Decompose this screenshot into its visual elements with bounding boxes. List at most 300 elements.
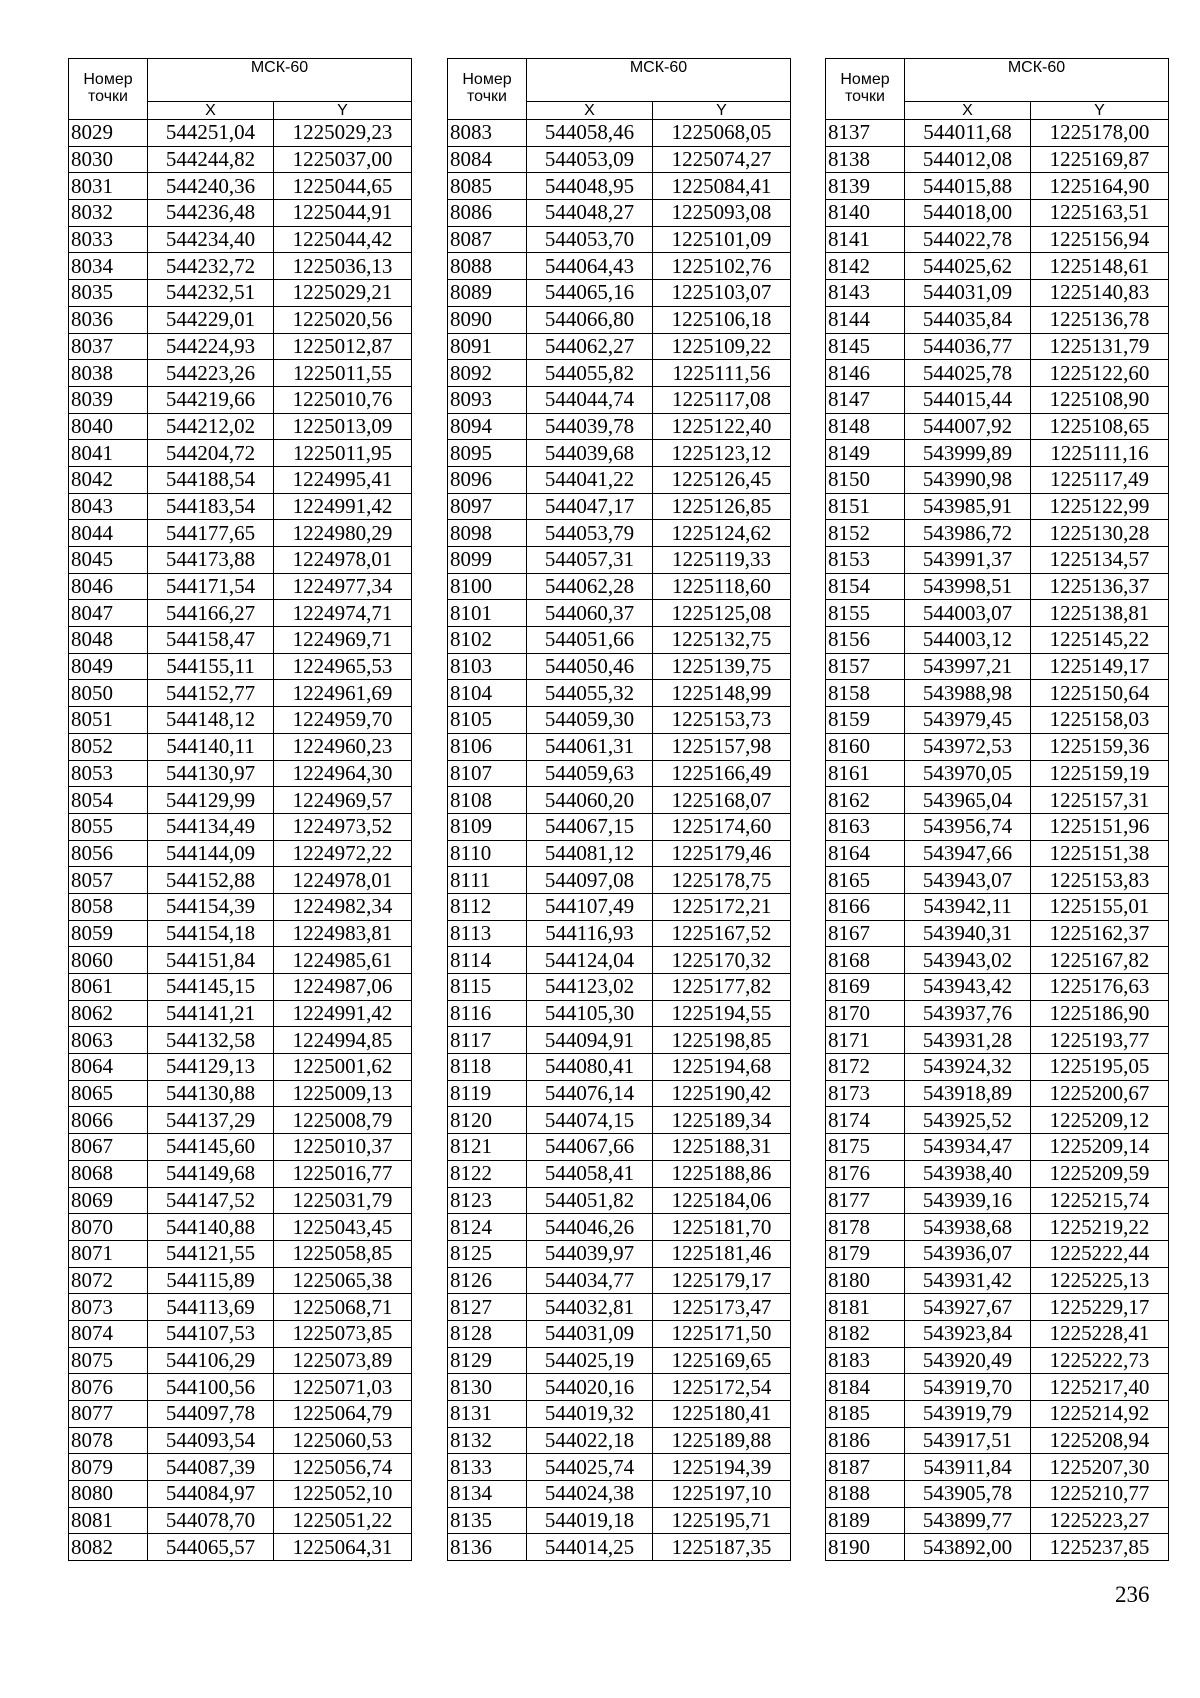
- y-coordinate-cell: 1225188,86: [653, 1160, 791, 1187]
- y-coordinate-cell: 1225074,27: [653, 146, 791, 173]
- y-coordinate-cell: 1225071,03: [274, 1374, 412, 1401]
- y-coordinate-cell: 1225111,56: [653, 360, 791, 387]
- point-number-cell: 8185: [826, 1401, 905, 1428]
- point-number-cell: 8128: [448, 1320, 527, 1347]
- x-coordinate-cell: 544053,70: [527, 226, 653, 253]
- table-row: [69, 733, 412, 760]
- y-coordinate-cell: 1225195,71: [653, 1507, 791, 1534]
- table-row: [69, 1374, 412, 1401]
- coordinates-table-2: [447, 58, 791, 1561]
- point-number-cell: 8079: [69, 1454, 148, 1481]
- x-coordinate-cell: 544059,30: [527, 707, 653, 734]
- y-coordinate-cell: 1225060,53: [274, 1427, 412, 1454]
- x-column-header: X: [148, 102, 274, 120]
- point-number-cell: 8050: [69, 680, 148, 707]
- table-row: [448, 680, 791, 707]
- y-coordinate-cell: 1225184,06: [653, 1187, 791, 1214]
- point-number-cell: 8133: [448, 1454, 527, 1481]
- x-coordinate-cell: 544130,97: [148, 760, 274, 787]
- y-coordinate-cell: 1225229,17: [1031, 1294, 1169, 1321]
- x-coordinate-cell: 544011,68: [905, 120, 1031, 147]
- y-coordinate-cell: 1224987,06: [274, 974, 412, 1001]
- y-coordinate-cell: 1225194,39: [653, 1454, 791, 1481]
- point-number-cell: 8151: [826, 493, 905, 520]
- point-number-header-line2: точки: [88, 88, 128, 105]
- table-row: [448, 600, 791, 627]
- table-row: [69, 1507, 412, 1534]
- table-row: [448, 226, 791, 253]
- point-number-cell: 8179: [826, 1240, 905, 1267]
- x-coordinate-cell: 544048,95: [527, 173, 653, 200]
- point-number-cell: 8170: [826, 1000, 905, 1027]
- point-number-cell: 8033: [69, 226, 148, 253]
- point-number-header-line1: Номер: [840, 71, 890, 88]
- y-coordinate-cell: 1225181,70: [653, 1214, 791, 1241]
- y-coordinate-cell: 1225172,54: [653, 1374, 791, 1401]
- y-coordinate-cell: 1224991,42: [274, 1000, 412, 1027]
- x-coordinate-cell: 543979,45: [905, 707, 1031, 734]
- table-row: [448, 466, 791, 493]
- x-coordinate-cell: 543965,04: [905, 787, 1031, 814]
- x-coordinate-cell: 544048,27: [527, 200, 653, 227]
- x-coordinate-cell: 544036,77: [905, 333, 1031, 360]
- table-row: [826, 1401, 1169, 1428]
- x-coordinate-cell: 543990,98: [905, 466, 1031, 493]
- table-row: [448, 1240, 791, 1267]
- table-row: [826, 386, 1169, 413]
- y-coordinate-cell: 1225058,85: [274, 1240, 412, 1267]
- point-number-cell: 8069: [69, 1187, 148, 1214]
- point-number-cell: 8109: [448, 813, 527, 840]
- table-row: [826, 1134, 1169, 1161]
- x-column-header: X: [905, 102, 1031, 120]
- y-coordinate-cell: 1225153,73: [653, 707, 791, 734]
- table-row: [69, 1214, 412, 1241]
- point-number-cell: 8117: [448, 1027, 527, 1054]
- y-coordinate-cell: 1225186,90: [1031, 1000, 1169, 1027]
- y-coordinate-cell: 1225126,45: [653, 466, 791, 493]
- x-coordinate-cell: 544019,32: [527, 1401, 653, 1428]
- y-coordinate-cell: 1225122,60: [1031, 360, 1169, 387]
- y-coordinate-cell: 1225222,73: [1031, 1347, 1169, 1374]
- table-row: [826, 1374, 1169, 1401]
- point-number-header: [448, 59, 527, 120]
- table-row: [448, 1134, 791, 1161]
- table-row: [69, 840, 412, 867]
- x-coordinate-cell: 544129,99: [148, 787, 274, 814]
- point-number-cell: 8072: [69, 1267, 148, 1294]
- x-coordinate-cell: 544084,97: [148, 1481, 274, 1508]
- table-row: [69, 1454, 412, 1481]
- point-number-cell: 8106: [448, 733, 527, 760]
- x-coordinate-cell: 544130,88: [148, 1080, 274, 1107]
- y-coordinate-cell: 1225159,19: [1031, 760, 1169, 787]
- x-coordinate-cell: 544032,81: [527, 1294, 653, 1321]
- table-row: [448, 893, 791, 920]
- table-row: [69, 466, 412, 493]
- x-coordinate-cell: 544062,27: [527, 333, 653, 360]
- point-number-cell: 8131: [448, 1401, 527, 1428]
- point-number-header-line1: Номер: [83, 71, 133, 88]
- point-number-cell: 8055: [69, 813, 148, 840]
- x-coordinate-cell: 543931,28: [905, 1027, 1031, 1054]
- point-number-cell: 8184: [826, 1374, 905, 1401]
- point-number-cell: 8078: [69, 1427, 148, 1454]
- point-number-cell: 8165: [826, 867, 905, 894]
- table-row: [448, 707, 791, 734]
- table-row: [826, 226, 1169, 253]
- table-row: [448, 1481, 791, 1508]
- table-row: [448, 333, 791, 360]
- table-row: [69, 547, 412, 574]
- point-number-cell: 8153: [826, 547, 905, 574]
- x-coordinate-cell: 544019,18: [527, 1507, 653, 1534]
- y-coordinate-cell: 1225103,07: [653, 280, 791, 307]
- table-row: [826, 1347, 1169, 1374]
- point-number-cell: 8176: [826, 1160, 905, 1187]
- x-coordinate-cell: 544105,30: [527, 1000, 653, 1027]
- x-coordinate-cell: 544113,69: [148, 1294, 274, 1321]
- y-coordinate-cell: 1224972,22: [274, 840, 412, 867]
- point-number-cell: 8119: [448, 1080, 527, 1107]
- point-number-cell: 8173: [826, 1080, 905, 1107]
- x-coordinate-cell: 544012,08: [905, 146, 1031, 173]
- point-number-cell: 8175: [826, 1134, 905, 1161]
- y-coordinate-cell: 1225124,62: [653, 520, 791, 547]
- point-number-cell: 8178: [826, 1214, 905, 1241]
- table-row: [69, 600, 412, 627]
- table-row: [826, 947, 1169, 974]
- y-coordinate-cell: 1225162,37: [1031, 920, 1169, 947]
- point-number-cell: 8143: [826, 280, 905, 307]
- x-coordinate-cell: 544141,21: [148, 1000, 274, 1027]
- x-coordinate-cell: 543970,05: [905, 760, 1031, 787]
- y-coordinate-cell: 1225215,74: [1031, 1187, 1169, 1214]
- point-number-cell: 8155: [826, 600, 905, 627]
- point-number-header-line2: точки: [845, 88, 885, 105]
- y-coordinate-cell: 1224995,41: [274, 466, 412, 493]
- table-row: [826, 306, 1169, 333]
- y-coordinate-cell: 1225189,34: [653, 1107, 791, 1134]
- y-coordinate-cell: 1225009,13: [274, 1080, 412, 1107]
- y-coordinate-cell: 1225156,94: [1031, 226, 1169, 253]
- point-number-cell: 8158: [826, 680, 905, 707]
- point-number-cell: 8036: [69, 306, 148, 333]
- table-row: [448, 1507, 791, 1534]
- x-coordinate-cell: 543923,84: [905, 1320, 1031, 1347]
- point-number-cell: 8146: [826, 360, 905, 387]
- y-coordinate-cell: 1225108,65: [1031, 413, 1169, 440]
- table-row: [448, 947, 791, 974]
- table-row: [826, 466, 1169, 493]
- table-row: [69, 493, 412, 520]
- point-number-cell: 8030: [69, 146, 148, 173]
- table-row: [69, 333, 412, 360]
- point-number-cell: 8052: [69, 733, 148, 760]
- point-number-cell: 8081: [69, 1507, 148, 1534]
- table-row: [69, 280, 412, 307]
- table-row: [69, 627, 412, 654]
- table-row: [826, 787, 1169, 814]
- table-row: [69, 680, 412, 707]
- point-number-cell: 8123: [448, 1187, 527, 1214]
- x-coordinate-cell: 544240,36: [148, 173, 274, 200]
- point-number-cell: 8070: [69, 1214, 148, 1241]
- x-coordinate-cell: 544057,31: [527, 547, 653, 574]
- table-row: [69, 360, 412, 387]
- point-number-cell: 8164: [826, 840, 905, 867]
- x-coordinate-cell: 544147,52: [148, 1187, 274, 1214]
- table-row: [69, 947, 412, 974]
- x-coordinate-cell: 543943,42: [905, 974, 1031, 1001]
- table-row: [826, 520, 1169, 547]
- point-number-cell: 8134: [448, 1481, 527, 1508]
- y-coordinate-cell: 1225073,89: [274, 1347, 412, 1374]
- x-coordinate-cell: 544058,46: [527, 120, 653, 147]
- x-coordinate-cell: 544232,72: [148, 253, 274, 280]
- table-row: [448, 146, 791, 173]
- y-coordinate-cell: 1225195,05: [1031, 1054, 1169, 1081]
- x-coordinate-cell: 544025,62: [905, 253, 1031, 280]
- table-row: [448, 813, 791, 840]
- y-coordinate-cell: 1225158,03: [1031, 707, 1169, 734]
- table-row: [826, 1320, 1169, 1347]
- table-row: [69, 813, 412, 840]
- table-row: [69, 1000, 412, 1027]
- point-number-cell: 8074: [69, 1320, 148, 1347]
- table-row: [826, 1080, 1169, 1107]
- point-number-cell: 8104: [448, 680, 527, 707]
- point-number-cell: 8041: [69, 440, 148, 467]
- x-coordinate-cell: 544067,66: [527, 1134, 653, 1161]
- x-coordinate-cell: 543919,70: [905, 1374, 1031, 1401]
- table-row: [69, 653, 412, 680]
- point-number-cell: 8137: [826, 120, 905, 147]
- y-coordinate-cell: 1225180,41: [653, 1401, 791, 1428]
- table-row: [826, 333, 1169, 360]
- point-number-cell: 8090: [448, 306, 527, 333]
- x-coordinate-cell: 544067,15: [527, 813, 653, 840]
- y-coordinate-cell: 1225130,28: [1031, 520, 1169, 547]
- y-coordinate-cell: 1224978,01: [274, 867, 412, 894]
- x-coordinate-cell: 544140,11: [148, 733, 274, 760]
- y-coordinate-cell: 1225011,55: [274, 360, 412, 387]
- table-row: [826, 1000, 1169, 1027]
- y-coordinate-cell: 1225194,55: [653, 1000, 791, 1027]
- point-number-cell: 8089: [448, 280, 527, 307]
- point-number-cell: 8163: [826, 813, 905, 840]
- y-coordinate-cell: 1225037,00: [274, 146, 412, 173]
- table-row: [826, 146, 1169, 173]
- point-number-cell: 8169: [826, 974, 905, 1001]
- point-number-cell: 8181: [826, 1294, 905, 1321]
- x-coordinate-cell: 544022,18: [527, 1427, 653, 1454]
- y-coordinate-cell: 1225020,56: [274, 306, 412, 333]
- point-number-cell: 8042: [69, 466, 148, 493]
- point-number-cell: 8120: [448, 1107, 527, 1134]
- y-coordinate-cell: 1224959,70: [274, 707, 412, 734]
- point-number-cell: 8075: [69, 1347, 148, 1374]
- x-coordinate-cell: 544219,66: [148, 386, 274, 413]
- x-coordinate-cell: 544183,54: [148, 493, 274, 520]
- y-coordinate-cell: 1225172,21: [653, 893, 791, 920]
- y-coordinate-cell: 1225176,63: [1031, 974, 1169, 1001]
- table-row: [69, 1427, 412, 1454]
- table-row: [69, 1267, 412, 1294]
- x-coordinate-cell: 543927,67: [905, 1294, 1031, 1321]
- y-coordinate-cell: 1225179,17: [653, 1267, 791, 1294]
- table-row: [69, 1240, 412, 1267]
- y-coordinate-cell: 1225168,07: [653, 787, 791, 814]
- coordinate-system-header: МСК-60: [527, 59, 791, 102]
- y-coordinate-cell: 1225122,40: [653, 413, 791, 440]
- x-coordinate-cell: 544003,07: [905, 600, 1031, 627]
- point-number-cell: 8051: [69, 707, 148, 734]
- table-row: [448, 120, 791, 147]
- y-coordinate-cell: 1225136,37: [1031, 573, 1169, 600]
- y-coordinate-cell: 1225148,61: [1031, 253, 1169, 280]
- table-row: [448, 280, 791, 307]
- x-coordinate-cell: 544115,89: [148, 1267, 274, 1294]
- x-coordinate-cell: 544020,16: [527, 1374, 653, 1401]
- y-coordinate-cell: 1225151,96: [1031, 813, 1169, 840]
- table-row: [448, 653, 791, 680]
- point-number-cell: 8095: [448, 440, 527, 467]
- y-coordinate-cell: 1225197,10: [653, 1481, 791, 1508]
- y-coordinate-cell: 1225029,23: [274, 120, 412, 147]
- point-number-cell: 8088: [448, 253, 527, 280]
- point-number-cell: 8093: [448, 386, 527, 413]
- table-row: [69, 1401, 412, 1428]
- point-number-cell: 8127: [448, 1294, 527, 1321]
- point-number-header: [826, 59, 905, 120]
- x-coordinate-cell: 544152,88: [148, 867, 274, 894]
- table-row: [448, 173, 791, 200]
- point-number-cell: 8145: [826, 333, 905, 360]
- point-number-cell: 8082: [69, 1534, 148, 1561]
- point-number-cell: 8174: [826, 1107, 905, 1134]
- point-number-cell: 8092: [448, 360, 527, 387]
- y-coordinate-cell: 1225210,77: [1031, 1481, 1169, 1508]
- y-coordinate-cell: 1225214,92: [1031, 1401, 1169, 1428]
- table-row: [448, 840, 791, 867]
- x-coordinate-cell: 543938,40: [905, 1160, 1031, 1187]
- x-coordinate-cell: 543998,51: [905, 573, 1031, 600]
- point-number-cell: 8067: [69, 1134, 148, 1161]
- point-number-cell: 8062: [69, 1000, 148, 1027]
- y-coordinate-cell: 1225157,98: [653, 733, 791, 760]
- point-number-cell: 8108: [448, 787, 527, 814]
- table-row: [448, 1427, 791, 1454]
- x-coordinate-cell: 543911,84: [905, 1454, 1031, 1481]
- x-coordinate-cell: 544055,82: [527, 360, 653, 387]
- x-coordinate-cell: 544003,12: [905, 627, 1031, 654]
- y-coordinate-cell: 1225188,31: [653, 1134, 791, 1161]
- y-coordinate-cell: 1225167,52: [653, 920, 791, 947]
- table-row: [826, 867, 1169, 894]
- y-coordinate-cell: 1225125,08: [653, 600, 791, 627]
- y-coordinate-cell: 1224965,53: [274, 653, 412, 680]
- x-coordinate-cell: 544107,53: [148, 1320, 274, 1347]
- x-coordinate-cell: 544074,15: [527, 1107, 653, 1134]
- point-number-cell: 8180: [826, 1267, 905, 1294]
- y-coordinate-cell: 1225064,31: [274, 1534, 412, 1561]
- y-coordinate-cell: 1225008,79: [274, 1107, 412, 1134]
- x-coordinate-cell: 544155,11: [148, 653, 274, 680]
- y-coordinate-cell: 1225111,16: [1031, 440, 1169, 467]
- x-coordinate-cell: 544236,48: [148, 200, 274, 227]
- x-coordinate-cell: 544145,60: [148, 1134, 274, 1161]
- y-coordinate-cell: 1225118,60: [653, 573, 791, 600]
- table-row: [826, 813, 1169, 840]
- y-coordinate-cell: 1225228,41: [1031, 1320, 1169, 1347]
- table-row: [69, 787, 412, 814]
- point-number-cell: 8076: [69, 1374, 148, 1401]
- y-coordinate-cell: 1224982,34: [274, 893, 412, 920]
- table-row: [826, 1160, 1169, 1187]
- y-coordinate-cell: 1225225,13: [1031, 1267, 1169, 1294]
- y-coordinate-cell: 1225171,50: [653, 1320, 791, 1347]
- x-coordinate-cell: 544034,77: [527, 1267, 653, 1294]
- x-coordinate-cell: 544188,54: [148, 466, 274, 493]
- y-coordinate-cell: 1225219,22: [1031, 1214, 1169, 1241]
- x-coordinate-cell: 544051,82: [527, 1187, 653, 1214]
- x-coordinate-cell: 544025,78: [905, 360, 1031, 387]
- table-row: [69, 146, 412, 173]
- y-coordinate-cell: 1225068,05: [653, 120, 791, 147]
- point-number-cell: 8039: [69, 386, 148, 413]
- point-number-cell: 8086: [448, 200, 527, 227]
- coordinates-table-1: [68, 58, 412, 1561]
- table-row: [448, 306, 791, 333]
- x-coordinate-cell: 544154,18: [148, 920, 274, 947]
- point-number-cell: 8053: [69, 760, 148, 787]
- y-coordinate-cell: 1225136,78: [1031, 306, 1169, 333]
- y-coordinate-cell: 1224980,29: [274, 520, 412, 547]
- y-coordinate-cell: 1225102,76: [653, 253, 791, 280]
- point-number-cell: 8130: [448, 1374, 527, 1401]
- x-coordinate-cell: 544173,88: [148, 547, 274, 574]
- y-coordinate-cell: 1225149,17: [1031, 653, 1169, 680]
- point-number-cell: 8135: [448, 1507, 527, 1534]
- table-row: [69, 440, 412, 467]
- point-number-cell: 8138: [826, 146, 905, 173]
- y-coordinate-cell: 1225132,75: [653, 627, 791, 654]
- x-coordinate-cell: 544106,29: [148, 1347, 274, 1374]
- table-row: [448, 1294, 791, 1321]
- table-row: [69, 306, 412, 333]
- y-coordinate-cell: 1225016,77: [274, 1160, 412, 1187]
- x-coordinate-cell: 544093,54: [148, 1427, 274, 1454]
- y-column-header: Y: [1031, 102, 1169, 120]
- table-row: [69, 520, 412, 547]
- point-number-cell: 8126: [448, 1267, 527, 1294]
- table-row: [69, 173, 412, 200]
- table-row: [826, 1267, 1169, 1294]
- table-row: [69, 893, 412, 920]
- y-coordinate-cell: 1225138,81: [1031, 600, 1169, 627]
- y-coordinate-cell: 1225208,94: [1031, 1427, 1169, 1454]
- point-number-cell: 8159: [826, 707, 905, 734]
- x-coordinate-cell: 544123,02: [527, 974, 653, 1001]
- table-row: [448, 1534, 791, 1561]
- y-coordinate-cell: 1225169,65: [653, 1347, 791, 1374]
- x-coordinate-cell: 543939,16: [905, 1187, 1031, 1214]
- y-coordinate-cell: 1225164,90: [1031, 173, 1169, 200]
- table-row: [826, 200, 1169, 227]
- point-number-cell: 8068: [69, 1160, 148, 1187]
- y-coordinate-cell: 1225140,83: [1031, 280, 1169, 307]
